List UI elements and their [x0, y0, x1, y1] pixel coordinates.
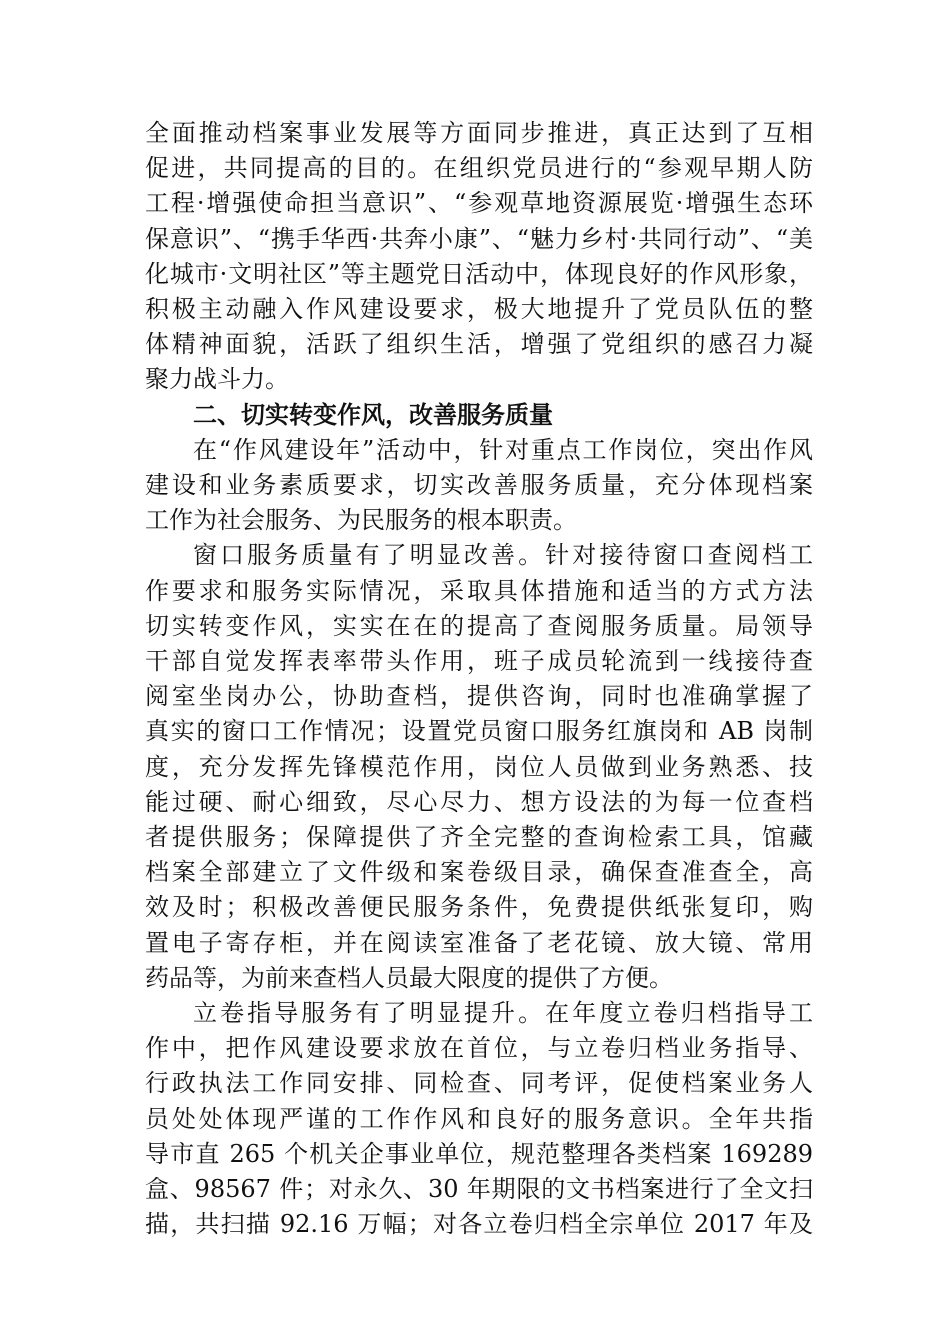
text-line: 描，共扫描 92.16 万幅；对各立卷归档全宗单位 2017 年及	[145, 1210, 813, 1239]
paragraph-party-activities	[145, 116, 813, 398]
text-line: 阅室坐岗办公，协助查档，提供咨询，同时也准确掌握了	[145, 682, 813, 711]
heading-text: 二、切实转变作风，改善服务质量	[193, 400, 553, 429]
text-line: 员处处体现严谨的工作作风和良好的服务意识。全年共指	[145, 1104, 813, 1133]
text-line: 盒、98567 件；对永久、30 年期限的文书档案进行了全文扫	[145, 1175, 813, 1204]
text-line: 促进，共同提高的目的。在组织党员进行的“参观早期人防	[145, 154, 813, 183]
text-line: 积极主动融入作风建设要求，极大地提升了党员队伍的整	[145, 295, 813, 324]
text-line: 行政执法工作同安排、同检查、同考评，促使档案业务人	[145, 1069, 813, 1098]
text-line: 在“作风建设年”活动中，针对重点工作岗位，突出作风	[193, 435, 813, 464]
text-line: 体精神面貌，活跃了组织生活，增强了党组织的感召力凝	[145, 330, 813, 359]
text-line: 立卷指导服务有了明显提升。在年度立卷归档指导工	[193, 999, 813, 1028]
text-line: 工程·增强使命担当意识”、“参观草地资源展览·增强生态环	[145, 189, 813, 218]
text-line: 者提供服务；保障提供了齐全完整的查询检索工具，馆藏	[145, 823, 813, 852]
text-line: 置电子寄存柜，并在阅读室准备了老花镜、放大镜、常用	[145, 928, 813, 957]
text-line: 导市直 265 个机关企事业单位，规范整理各类档案 169289	[145, 1139, 813, 1168]
text-line: 保意识”、“携手华西·共奔小康”、“魅力乡村·共同行动”、“美	[145, 224, 813, 253]
paragraph-work-style-year	[145, 433, 813, 539]
text-line: 全面推动档案事业发展等方面同步推进，真正达到了互相	[145, 119, 813, 147]
text-line: 档案全部建立了文件级和案卷级目录，确保查准查全，高	[145, 858, 813, 887]
paragraph-filing-guidance	[145, 996, 813, 1242]
text-line: 真实的窗口工作情况；设置党员窗口服务红旗岗和 AB 岗制	[145, 717, 813, 746]
document-page	[145, 116, 813, 1243]
text-line: 建设和业务素质要求，切实改善服务质量，充分体现档案	[145, 471, 813, 500]
text-line: 药品等，为前来查档人员最大限度的提供了方便。	[145, 963, 673, 992]
text-line: 窗口服务质量有了明显改善。针对接待窗口查阅档工	[193, 541, 813, 570]
paragraph-window-service	[145, 538, 813, 996]
text-line: 聚力战斗力。	[145, 365, 289, 394]
text-line: 干部自觉发挥表率带头作用，班子成员轮流到一线接待查	[145, 647, 813, 676]
text-line: 作要求和服务实际情况，采取具体措施和适当的方式方法	[145, 576, 813, 605]
text-line: 切实转变作风，实实在在的提高了查阅服务质量。局领导	[145, 611, 813, 640]
text-line: 工作为社会服务、为民服务的根本职责。	[145, 506, 577, 535]
text-line: 能过硬、耐心细致，尽心尽力、想方设法的为每一位查档	[145, 787, 813, 816]
text-line: 化城市·文明社区”等主题党日活动中，体现良好的作风形象，	[145, 259, 813, 288]
text-line: 度，充分发挥先锋模范作用，岗位人员做到业务熟悉、技	[145, 752, 813, 781]
text-line: 作中，把作风建设要求放在首位，与立卷归档业务指导、	[145, 1034, 813, 1063]
text-line: 效及时；积极改善便民服务条件，免费提供纸张复印，购	[145, 893, 813, 922]
section-heading	[145, 398, 813, 433]
